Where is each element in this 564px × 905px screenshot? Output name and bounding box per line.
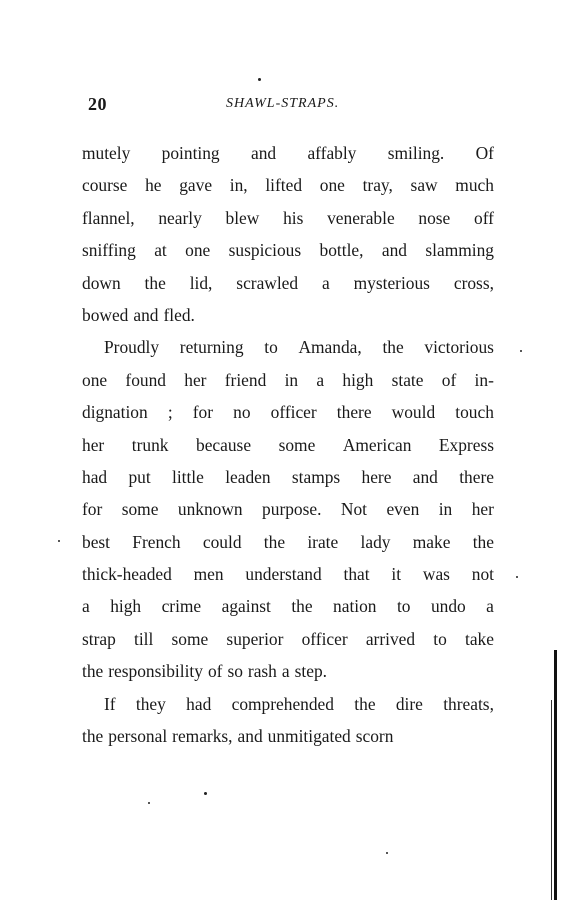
text-line: one found her friend in a high state of in- (82, 369, 494, 390)
text-line: flannel, nearly blew his venerable nose off (82, 207, 494, 228)
page-header (88, 94, 492, 116)
text-line: had put little leaden stamps here and there (82, 466, 494, 487)
text-line: strap till some superior officer arrived to take (82, 628, 494, 649)
page-number: 20 (88, 94, 107, 114)
text-line: down the lid, scrawled a mysterious cross, (82, 272, 494, 293)
text-line: dignation ; for no officer there would touch (82, 402, 494, 423)
scan-speck (148, 802, 150, 804)
scan-edge-artifact (554, 650, 557, 900)
text-line: her trunk because some American Express (82, 434, 494, 455)
text-line: mutely pointing and affably smiling. Of (82, 143, 494, 163)
scan-speck (258, 78, 261, 81)
scan-speck (58, 540, 60, 542)
scan-speck (520, 350, 522, 352)
scan-speck (204, 792, 207, 795)
text-line: thick-headed men understand that it was not (82, 564, 494, 585)
body-text (82, 137, 494, 752)
scan-speck (516, 576, 518, 578)
text-line: bowed and fled. (82, 304, 195, 325)
text-line: If they had comprehended the dire threats, (104, 693, 494, 714)
text-line: the responsibility of so rash a step. (82, 661, 327, 682)
text-line: the personal remarks, and unmitigated scorn (82, 726, 394, 747)
running-title: SHAWL-STRAPS. (226, 96, 340, 111)
scan-edge-artifact-thin (551, 700, 552, 900)
text-line: for some unknown purpose. Not even in her (82, 499, 494, 520)
text-line: Proudly returning to Amanda, the victorious (104, 337, 494, 358)
text-line: course he gave in, lifted one tray, saw much (82, 175, 494, 196)
text-line: best French could the irate lady make the (82, 531, 494, 552)
scan-speck (386, 852, 388, 854)
text-line: a high crime against the nation to undo a (82, 596, 494, 617)
text-line: sniffing at one suspicious bottle, and slamming (82, 240, 494, 261)
